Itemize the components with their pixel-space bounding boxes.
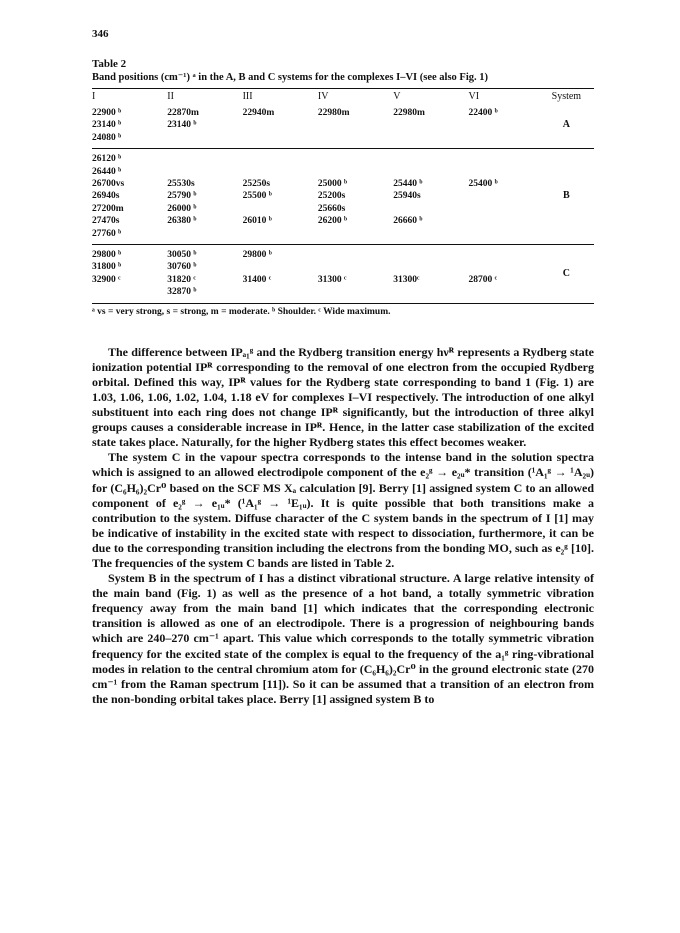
band-value: 25660s — [317, 203, 346, 214]
table-header-row — [92, 89, 594, 103]
band-value: 31820 ᶜ — [167, 274, 196, 285]
band-value — [243, 261, 318, 273]
band-value: 27470s — [92, 216, 120, 227]
table-cell — [318, 103, 393, 149]
table-cell — [243, 103, 318, 149]
band-value: 22900 ᵇ — [92, 108, 122, 118]
band-value: 29800 ᵇ — [242, 250, 272, 261]
band-value: 25500 ᵇ — [242, 191, 272, 202]
band-positions-table — [92, 89, 594, 303]
band-value: 22400 ᵇ — [468, 108, 498, 118]
band-value: 25790 ᵇ — [167, 191, 197, 202]
band-value: 26660 ᵇ — [393, 216, 423, 227]
table-footnote: ᵃ vs = very strong, s = strong, m = moderate. ᵇ Shoulder. ᶜ Wide maximum. — [92, 306, 391, 317]
table-cell — [393, 149, 468, 245]
band-value — [393, 261, 468, 273]
band-value: 26010 ᵇ — [242, 216, 272, 227]
band-value — [393, 203, 468, 215]
table-body — [92, 103, 594, 303]
table-cell — [468, 245, 538, 303]
band-value — [468, 249, 538, 261]
band-value — [468, 153, 538, 165]
paragraph: System B in the spectrum of I has a distinct vibrational structure. A large relative intensity of the main band (Fig. 1) as well as the presence of a hot band, a totally symmetric vibration frequency away from the main band [1] which indicates that the corresponding electronic transition is allowed as one of an electrodipole. There is a progression of neighbouring bands which are 240–270 cm⁻¹ apart. This value which corresponds to the totally symmetric vibration frequency for the excited state of the complex is equal to the frequency of the a₁ᵍ ring-vibrational modes in relation to the central chromium atom for (C₆H₆)₂Cr⁰ in the ground electronic state (270 cm⁻¹ from the Raman spectrum [11]). So it can be assumed that a transition of an electron from the non-bonding orbital takes place. Berry [1] assigned system B to — [92, 571, 594, 706]
column-header: V — [393, 90, 401, 102]
table-cell — [243, 245, 318, 303]
band-value: 31800 ᵇ — [92, 262, 122, 273]
band-value: 32900 ᶜ — [92, 274, 121, 285]
band-value: 26120 ᵇ — [92, 154, 122, 165]
band-value — [318, 153, 393, 165]
band-value: 31400 ᶜ — [242, 274, 272, 285]
table-cell — [92, 103, 167, 149]
band-value: 31300ᶜ — [393, 274, 420, 285]
column-header: System — [551, 90, 582, 102]
body-text — [92, 345, 594, 707]
table-row — [92, 245, 594, 303]
band-value: 31300 ᶜ — [317, 274, 347, 285]
band-value: 26700vs — [92, 179, 125, 190]
table-cell — [393, 245, 468, 303]
band-value: 27760 ᵇ — [92, 228, 122, 239]
band-value — [243, 203, 318, 215]
table-cell — [318, 149, 393, 245]
table-label: Table 2 — [92, 58, 127, 70]
band-value: 25250s — [242, 179, 271, 190]
table-caption: Band positions (cm⁻¹) ᵃ in the A, B and C systems for the complexes I–VI (see also Fig. 1) — [92, 72, 488, 83]
band-value: 30760 ᵇ — [167, 262, 197, 273]
table-cell — [393, 103, 468, 149]
band-value: 29800 ᵇ — [92, 250, 122, 261]
band-value: 25400 ᵇ — [468, 179, 498, 190]
system-label: C — [539, 245, 594, 303]
band-value: 25530s — [167, 179, 195, 190]
page-number: 346 — [92, 28, 109, 40]
band-value — [318, 249, 393, 261]
band-value: 25440 ᵇ — [393, 179, 423, 190]
band-value: 25000 ᵇ — [317, 179, 348, 190]
system-label: A — [562, 119, 570, 131]
column-header: VI — [468, 90, 480, 102]
table-cell — [468, 103, 538, 149]
table-bottom-rule — [92, 303, 594, 304]
paragraph: The difference between IPₐ₁ᵍ and the Rydberg transition energy hνᴿ represents a Rydberg state ionization potential IPᴿ corresponding to the removal of one electron from the occupied Rydberg orbital. Defined this way, IPᴿ values for the Rydberg state corresponding to band 1 (Fig. 1) are 1.03, 1.06, 1.06, 1.02, 1.04, 1.18 eV for complexes I–VI respectively. The introduction of one alkyl substituent into each ring does not change IPᴿ significantly, but the introduction of three alkyl groups causes a considerable increase in IPᴿ. Hence, in the latter case stabilization of the excited state takes place. Naturally, for the higher Rydberg states this effect becomes weaker. — [92, 344, 594, 450]
column-header: IV — [317, 90, 329, 102]
column-header: III — [242, 90, 253, 102]
table-cell — [468, 149, 538, 245]
band-value — [243, 153, 318, 165]
band-value: 27200m — [92, 203, 124, 214]
band-value: 26200 ᵇ — [317, 216, 348, 227]
table-cell — [243, 149, 318, 245]
system-label: B — [539, 149, 594, 245]
column-header: I — [92, 90, 96, 102]
band-value — [393, 249, 468, 261]
band-value — [468, 166, 538, 178]
band-value: 26000 ᵇ — [167, 203, 197, 214]
band-value — [167, 166, 242, 178]
band-value — [243, 166, 318, 178]
band-value: 26380 ᵇ — [167, 216, 197, 227]
band-value: 22980m — [317, 108, 350, 118]
band-value: 32870 ᵇ — [167, 287, 197, 298]
band-value — [393, 166, 468, 178]
band-value: 22870m — [167, 108, 199, 118]
page — [92, 28, 594, 707]
table-cell — [167, 103, 242, 149]
table-row — [92, 149, 594, 245]
band-value: 30050 ᵇ — [167, 250, 197, 261]
column-header: II — [167, 90, 174, 102]
band-value: 23140 ᵇ — [92, 120, 122, 131]
table-cell — [318, 245, 393, 303]
band-value: 26940s — [92, 191, 120, 202]
table-cell — [92, 245, 167, 303]
band-value: 28700 ᶜ — [468, 274, 498, 285]
paragraph: The system C in the vapour spectra corresponds to the intense band in the solution spectra which is assigned to an allowed electrodipole component of the e₂ᵍ → e₂ᵤ* transition (¹A₁ᵍ → ¹A₂ᵤ) for (C₆H₆)₂Cr⁰ based on the SCF MS Xₐ calculation [9]. Berry [1] assigned system C to an allowed component of e₂ᵍ → e₁ᵤ* (¹A₁ᵍ → ¹E₁ᵤ). It is quite possible that both transitions make a contribution to the system. Diffuse character of the C system bands in the spectrum of I [1] may be indicative of instability in the excited state with respect to dissociation, furthermore, it can be due to the corresponding transition including the electrons from the bonding MO, such as e₂ᵍ [10]. The frequencies of the system C bands are listed in Table 2. — [92, 450, 594, 570]
table-cell — [167, 149, 242, 245]
band-value — [318, 166, 393, 178]
band-value: 24080 ᵇ — [92, 132, 122, 143]
table-cell — [92, 149, 167, 245]
band-value: 23140 ᵇ — [167, 120, 197, 131]
band-value: 25940s — [393, 191, 421, 202]
band-value — [318, 261, 393, 273]
table-cell — [167, 245, 242, 303]
band-value: 25200s — [317, 191, 346, 202]
band-value — [468, 261, 538, 273]
band-value — [393, 153, 468, 165]
band-value: 26440 ᵇ — [92, 166, 122, 177]
band-value — [167, 153, 242, 165]
band-value: 22980m — [393, 108, 425, 118]
band-value: 22940m — [242, 108, 275, 118]
table-row — [92, 103, 594, 149]
